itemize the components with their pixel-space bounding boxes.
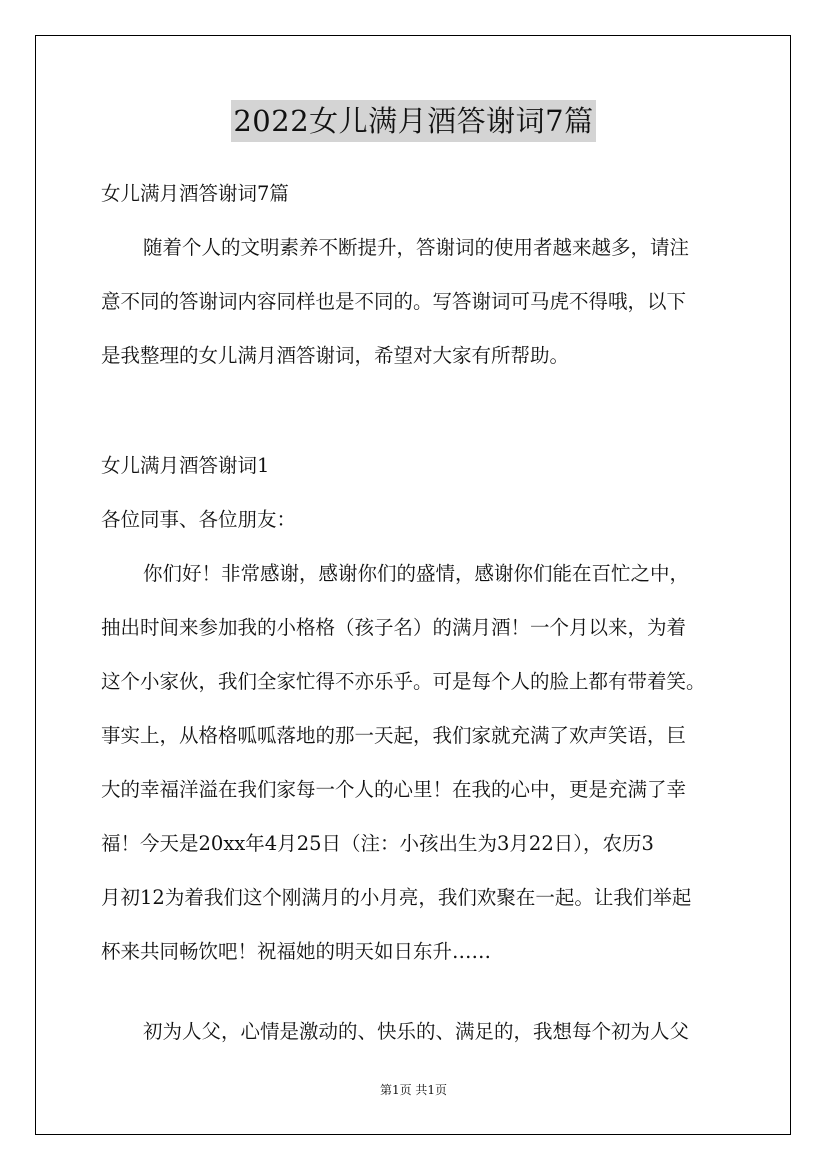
body-line: 初为人父，心情是激动的、快乐的、满足的，我想每个初为人父	[143, 1020, 690, 1043]
body-line: 这个小家伙，我们全家忙得不亦乐乎。可是每个人的脸上都有带着笑。	[101, 670, 706, 693]
body-line: 你们好！非常感谢，感谢你们的盛情，感谢你们能在百忙之中，	[143, 562, 690, 585]
document-subtitle: 女儿满月酒答谢词7篇	[101, 182, 289, 205]
intro-line: 是我整理的女儿满月酒答谢词，希望对大家有所帮助。	[101, 344, 570, 367]
body-line: 大的幸福洋溢在我们家每一个人的心里！在我的心中，更是充满了幸	[101, 778, 687, 801]
body-line: 杯来共同畅饮吧！祝福她的明天如日东升……	[101, 940, 492, 963]
intro-line: 意不同的答谢词内容同样也是不同的。写答谢词可马虎不得哦，以下	[101, 290, 687, 313]
section-heading: 女儿满月酒答谢词1	[101, 454, 270, 477]
body-line: 事实上，从格格呱呱落地的那一天起，我们家就充满了欢声笑语，巨	[101, 724, 687, 747]
title-container	[0, 100, 827, 142]
document-title: 2022女儿满月酒答谢词7篇	[231, 100, 595, 142]
body-line: 抽出时间来参加我的小格格（孩子名）的满月酒！一个月以来，为着	[101, 616, 687, 639]
body-line: 月初12为着我们这个刚满月的小月亮，我们欢聚在一起。让我们举起	[101, 886, 692, 909]
greeting: 各位同事、各位朋友：	[101, 508, 297, 531]
body-line: 福！今天是20xx年4月25日（注：小孩出生为3月22日），农历3	[101, 832, 654, 855]
intro-line: 随着个人的文明素养不断提升，答谢词的使用者越来越多，请注	[143, 236, 690, 259]
page-footer: 第1页 共1页	[379, 1083, 448, 1097]
